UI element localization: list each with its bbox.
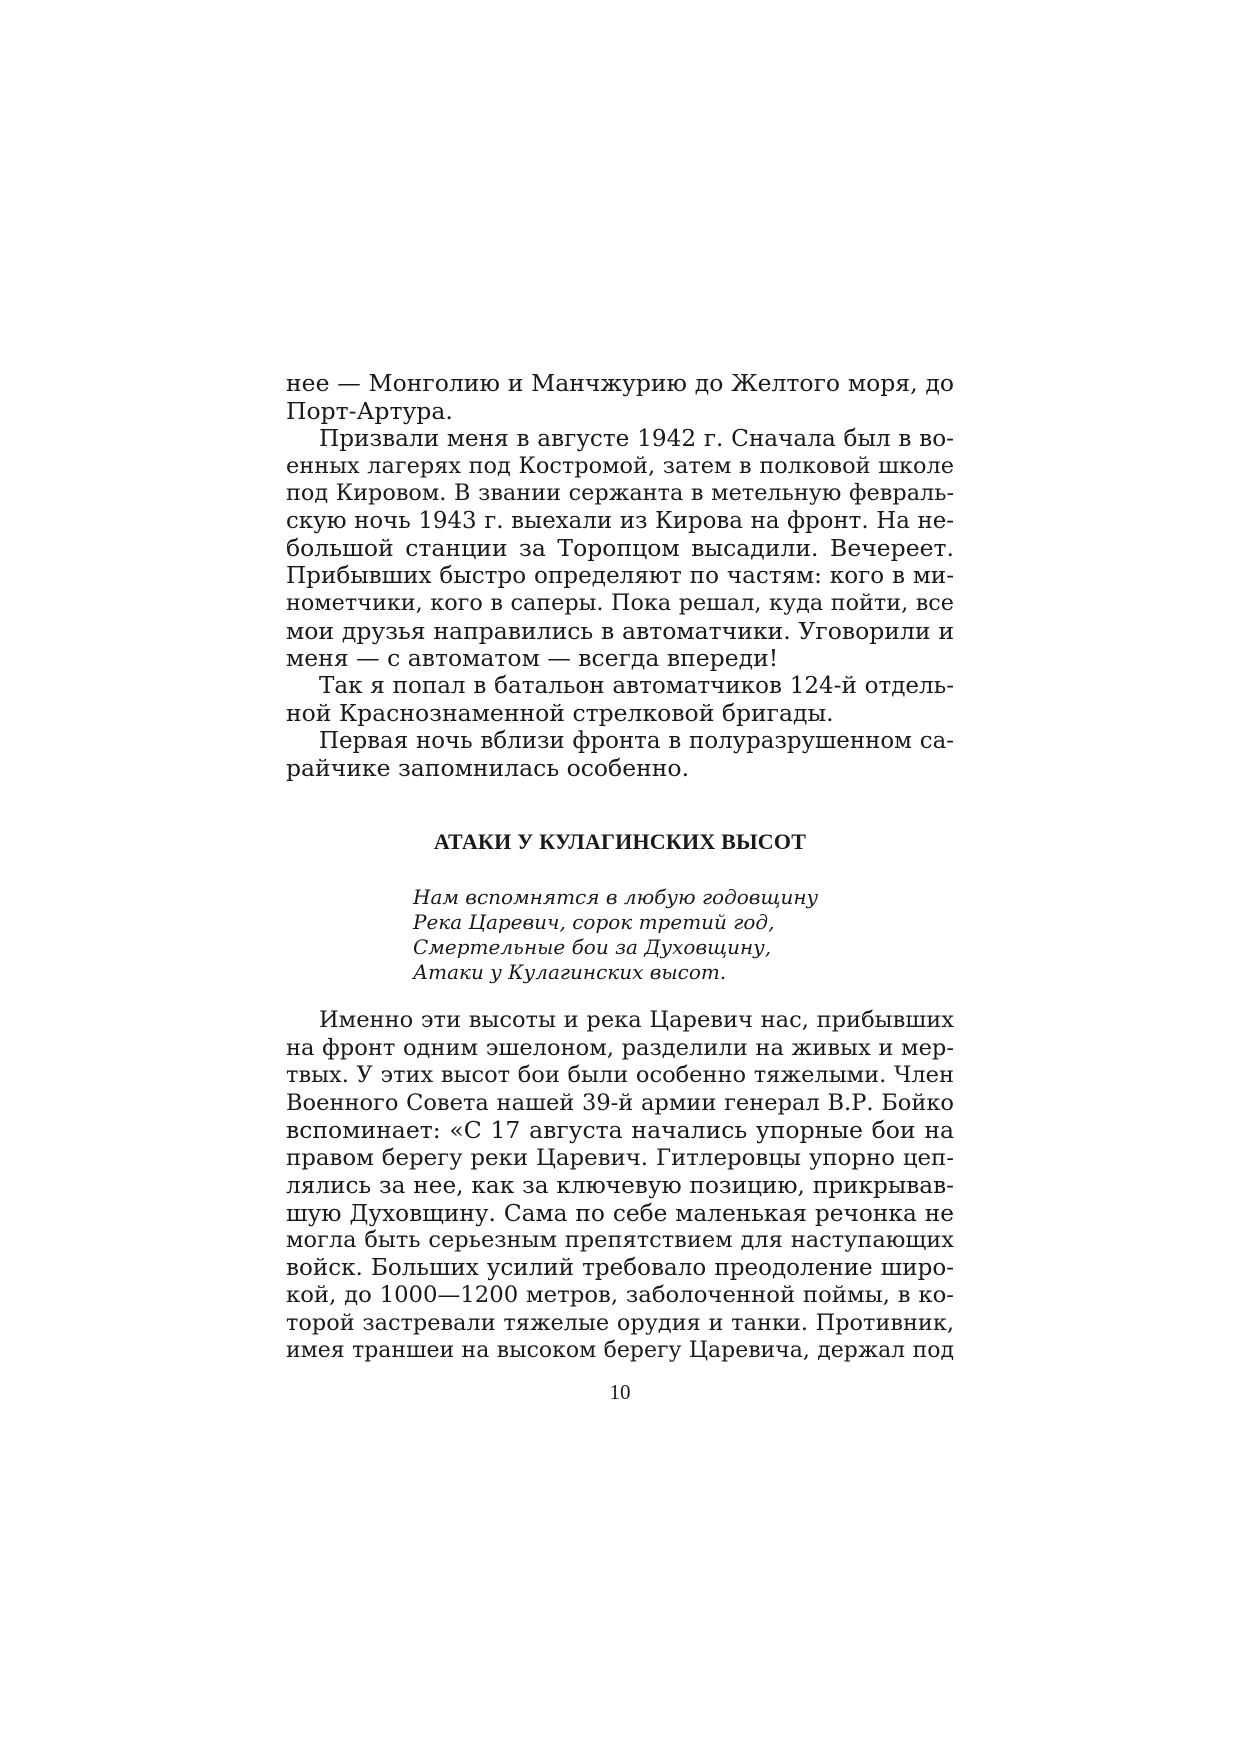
text-line: вспоминает: «С 17 августа начались упорные бои на [286,1116,954,1144]
text-line: лялись за нее, как за ключевую позицию, прикрывав- [286,1172,954,1199]
text-line: райчике запомнилась особенно. [286,754,690,782]
text-line: Так я попал в батальон автоматчиков 124-й отдель- [319,672,954,699]
epigraph-line: Река Царевич, сорок третий год, [413,910,775,934]
text-line: кой, до 1000—1200 метров, заболоченной поймы, в ко- [286,1282,954,1308]
text-line: шую Духовщину. Сама по себе маленькая речонка не [286,1199,954,1227]
page-number: 10 [609,1380,631,1404]
text-line: нее — Монголию и Манчжурию до Желтого моря, до [286,369,954,397]
text-block-top [286,370,954,783]
epigraph-line: Атаки у Кулагинских высот. [413,960,727,984]
text-line: Прибывших быстро определяют по частям: кого в ми- [286,562,954,589]
text-line: Призвали меня в августе 1942 г. Сначала был в во- [319,425,954,452]
text-line: под Кировом. В звании сержанта в метельную февраль- [286,480,954,506]
text-line: Именно эти высоты и река Царевич нас, прибывших [319,1007,954,1033]
text-line: большой станции за Торопцом высадили. Вечереет. [286,534,954,562]
epigraph-line: Нам вспомнятся в любую годовщину [413,885,819,909]
text-line: войск. Больших усилий требовало преодоление широ- [286,1254,954,1281]
text-line: нометчики, кого в саперы. Пока решал, куда пойти, все [286,590,954,616]
text-line: Порт-Артура. [286,396,453,425]
text-line: торой застревали тяжелые орудия и танки. Противник, [286,1309,954,1336]
text-line: могла быть серьезным препятствием для наступающих [286,1227,954,1253]
text-line: скую ночь 1943 г. выехали из Кирова на фронт. На не- [286,507,954,534]
text-line: Первая ночь вблизи фронта в полуразрушенном са- [319,727,954,754]
epigraph [413,885,818,985]
text-line: правом берегу реки Царевич. Гитлеровцы упорно цеп- [286,1144,954,1171]
text-line: имея траншеи на высоком берегу Царевича, держал под [286,1338,954,1363]
text-line: на фронт одним эшелоном, разделили на живых и мер- [286,1034,954,1061]
text-line: ной Краснознаменной стрелковой бригады. [286,699,834,727]
text-line: твых. У этих высот бои были особенно тяжелыми. Член [286,1062,954,1088]
text-line: Военного Совета нашей 39-й армии генерал В.Р. Бойко [286,1089,954,1116]
text-line: енных лагерях под Костромой, затем в полковой школе [286,452,954,479]
text-line: мои друзья направились в автоматчики. Уговорили и [286,616,954,645]
text-block-bottom [286,1007,954,1365]
section-heading: АТАКИ У КУЛАГИНСКИХ ВЫСОТ [433,829,807,854]
epigraph-line: Смертельные бои за Духовщину, [413,935,772,959]
text-line: меня — с автоматом — всегда впереди! [286,644,779,672]
